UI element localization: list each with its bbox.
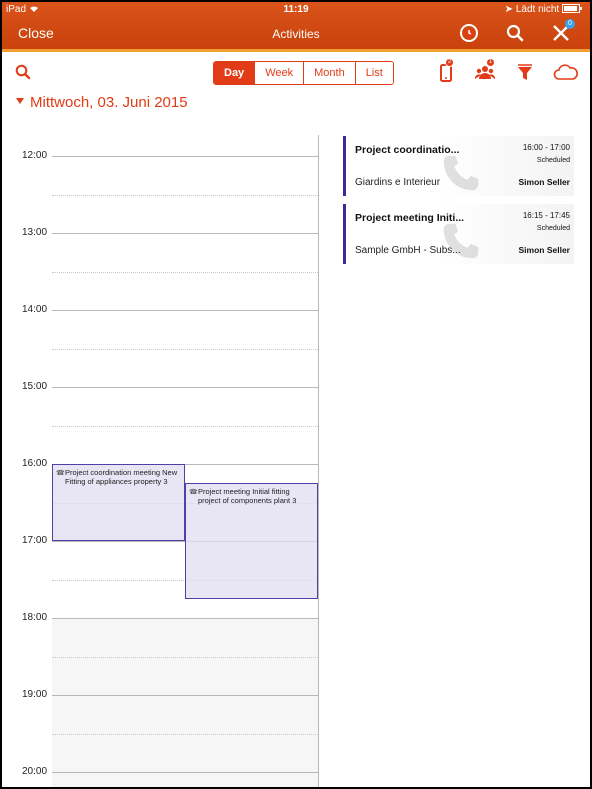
activity-title: Project meeting Initi... <box>355 212 465 224</box>
half-hour-line <box>52 195 318 196</box>
triangle-down-icon <box>16 98 24 104</box>
tools-icon[interactable] <box>550 22 572 44</box>
hour-label: 12:00 <box>22 150 48 161</box>
activity-status: Scheduled <box>536 157 570 164</box>
date-picker[interactable] <box>16 94 188 114</box>
half-hour-line <box>52 272 318 273</box>
hour-label: 14:00 <box>22 304 48 315</box>
hour-line <box>52 156 318 157</box>
event-title: Project coordination meeting New Fitting of appliances property 3 <box>65 468 178 486</box>
calendar-event[interactable] <box>52 464 185 541</box>
phone-icon <box>438 150 484 196</box>
status-battery: ➤ Lädt nicht <box>505 4 582 15</box>
hour-line <box>52 310 318 311</box>
half-hour-line <box>52 349 318 350</box>
hour-label: 17:00 <box>22 535 48 546</box>
segment-day[interactable]: Day <box>214 62 254 84</box>
hour-line <box>52 618 318 619</box>
view-segmented-control <box>213 61 394 85</box>
status-time: 11:19 <box>283 4 309 15</box>
segment-month[interactable]: Month <box>303 62 355 84</box>
hour-label: 13:00 <box>22 227 48 238</box>
hour-label: 15:00 <box>22 381 48 392</box>
device-icon[interactable] <box>434 61 458 85</box>
status-carrier: iPad <box>6 4 39 15</box>
activity-owner: Simon Seller <box>518 245 570 255</box>
activity-company: Giardins e Interieur <box>355 177 441 188</box>
location-icon: ➤ <box>504 4 514 15</box>
toolbar <box>2 55 590 91</box>
hour-label: 19:00 <box>22 689 48 700</box>
segment-week[interactable]: Week <box>254 62 303 84</box>
after-hours-area <box>52 618 318 787</box>
activity-title: Project coordinatio... <box>355 144 460 156</box>
nav-header <box>2 2 590 52</box>
phone-icon: ☎ <box>189 489 198 497</box>
half-hour-line <box>52 426 318 427</box>
page-title: Activities <box>272 27 320 41</box>
activity-card[interactable] <box>343 136 574 196</box>
hour-line <box>52 387 318 388</box>
status-bar <box>2 2 590 16</box>
day-timeline <box>2 135 320 787</box>
activity-time: 16:15 - 17:45 <box>522 211 570 220</box>
activity-status: Scheduled <box>536 225 570 232</box>
hour-line <box>52 233 318 234</box>
phone-icon <box>438 218 484 264</box>
hour-label: 16:00 <box>22 458 48 469</box>
phone-icon: ☎ <box>56 470 65 477</box>
people-badge: 1 <box>486 58 495 67</box>
search-icon[interactable] <box>504 22 526 44</box>
filter-icon[interactable] <box>513 61 537 85</box>
segment-list[interactable]: List <box>355 62 393 84</box>
activity-time: 16:00 - 17:00 <box>522 143 570 152</box>
hour-label: 18:00 <box>22 612 48 623</box>
battery-icon <box>562 4 582 13</box>
search-icon[interactable] <box>14 63 32 81</box>
activity-company: Sample GmbH - Subs... <box>355 245 461 256</box>
tools-badge: 0 <box>565 19 575 29</box>
activity-owner: Simon Seller <box>518 177 570 187</box>
people-icon[interactable] <box>473 61 497 85</box>
app-frame <box>2 2 590 787</box>
half-hour-line <box>52 657 318 658</box>
close-button[interactable]: Close <box>18 25 54 41</box>
timer-icon[interactable] <box>458 22 480 44</box>
calendar-event[interactable] <box>185 483 318 599</box>
half-hour-line <box>52 734 318 735</box>
event-title: Project meeting Initial fitting project of components plant 3 <box>198 487 297 506</box>
activity-card[interactable] <box>343 204 574 264</box>
cloud-icon[interactable] <box>552 61 580 85</box>
date-label: Mittwoch, 03. Juni 2015 <box>30 94 188 111</box>
hour-line <box>52 772 318 773</box>
hour-line <box>52 695 318 696</box>
device-badge: 2 <box>445 58 454 67</box>
hour-label: 20:00 <box>22 766 48 777</box>
timeline-divider <box>318 135 319 787</box>
